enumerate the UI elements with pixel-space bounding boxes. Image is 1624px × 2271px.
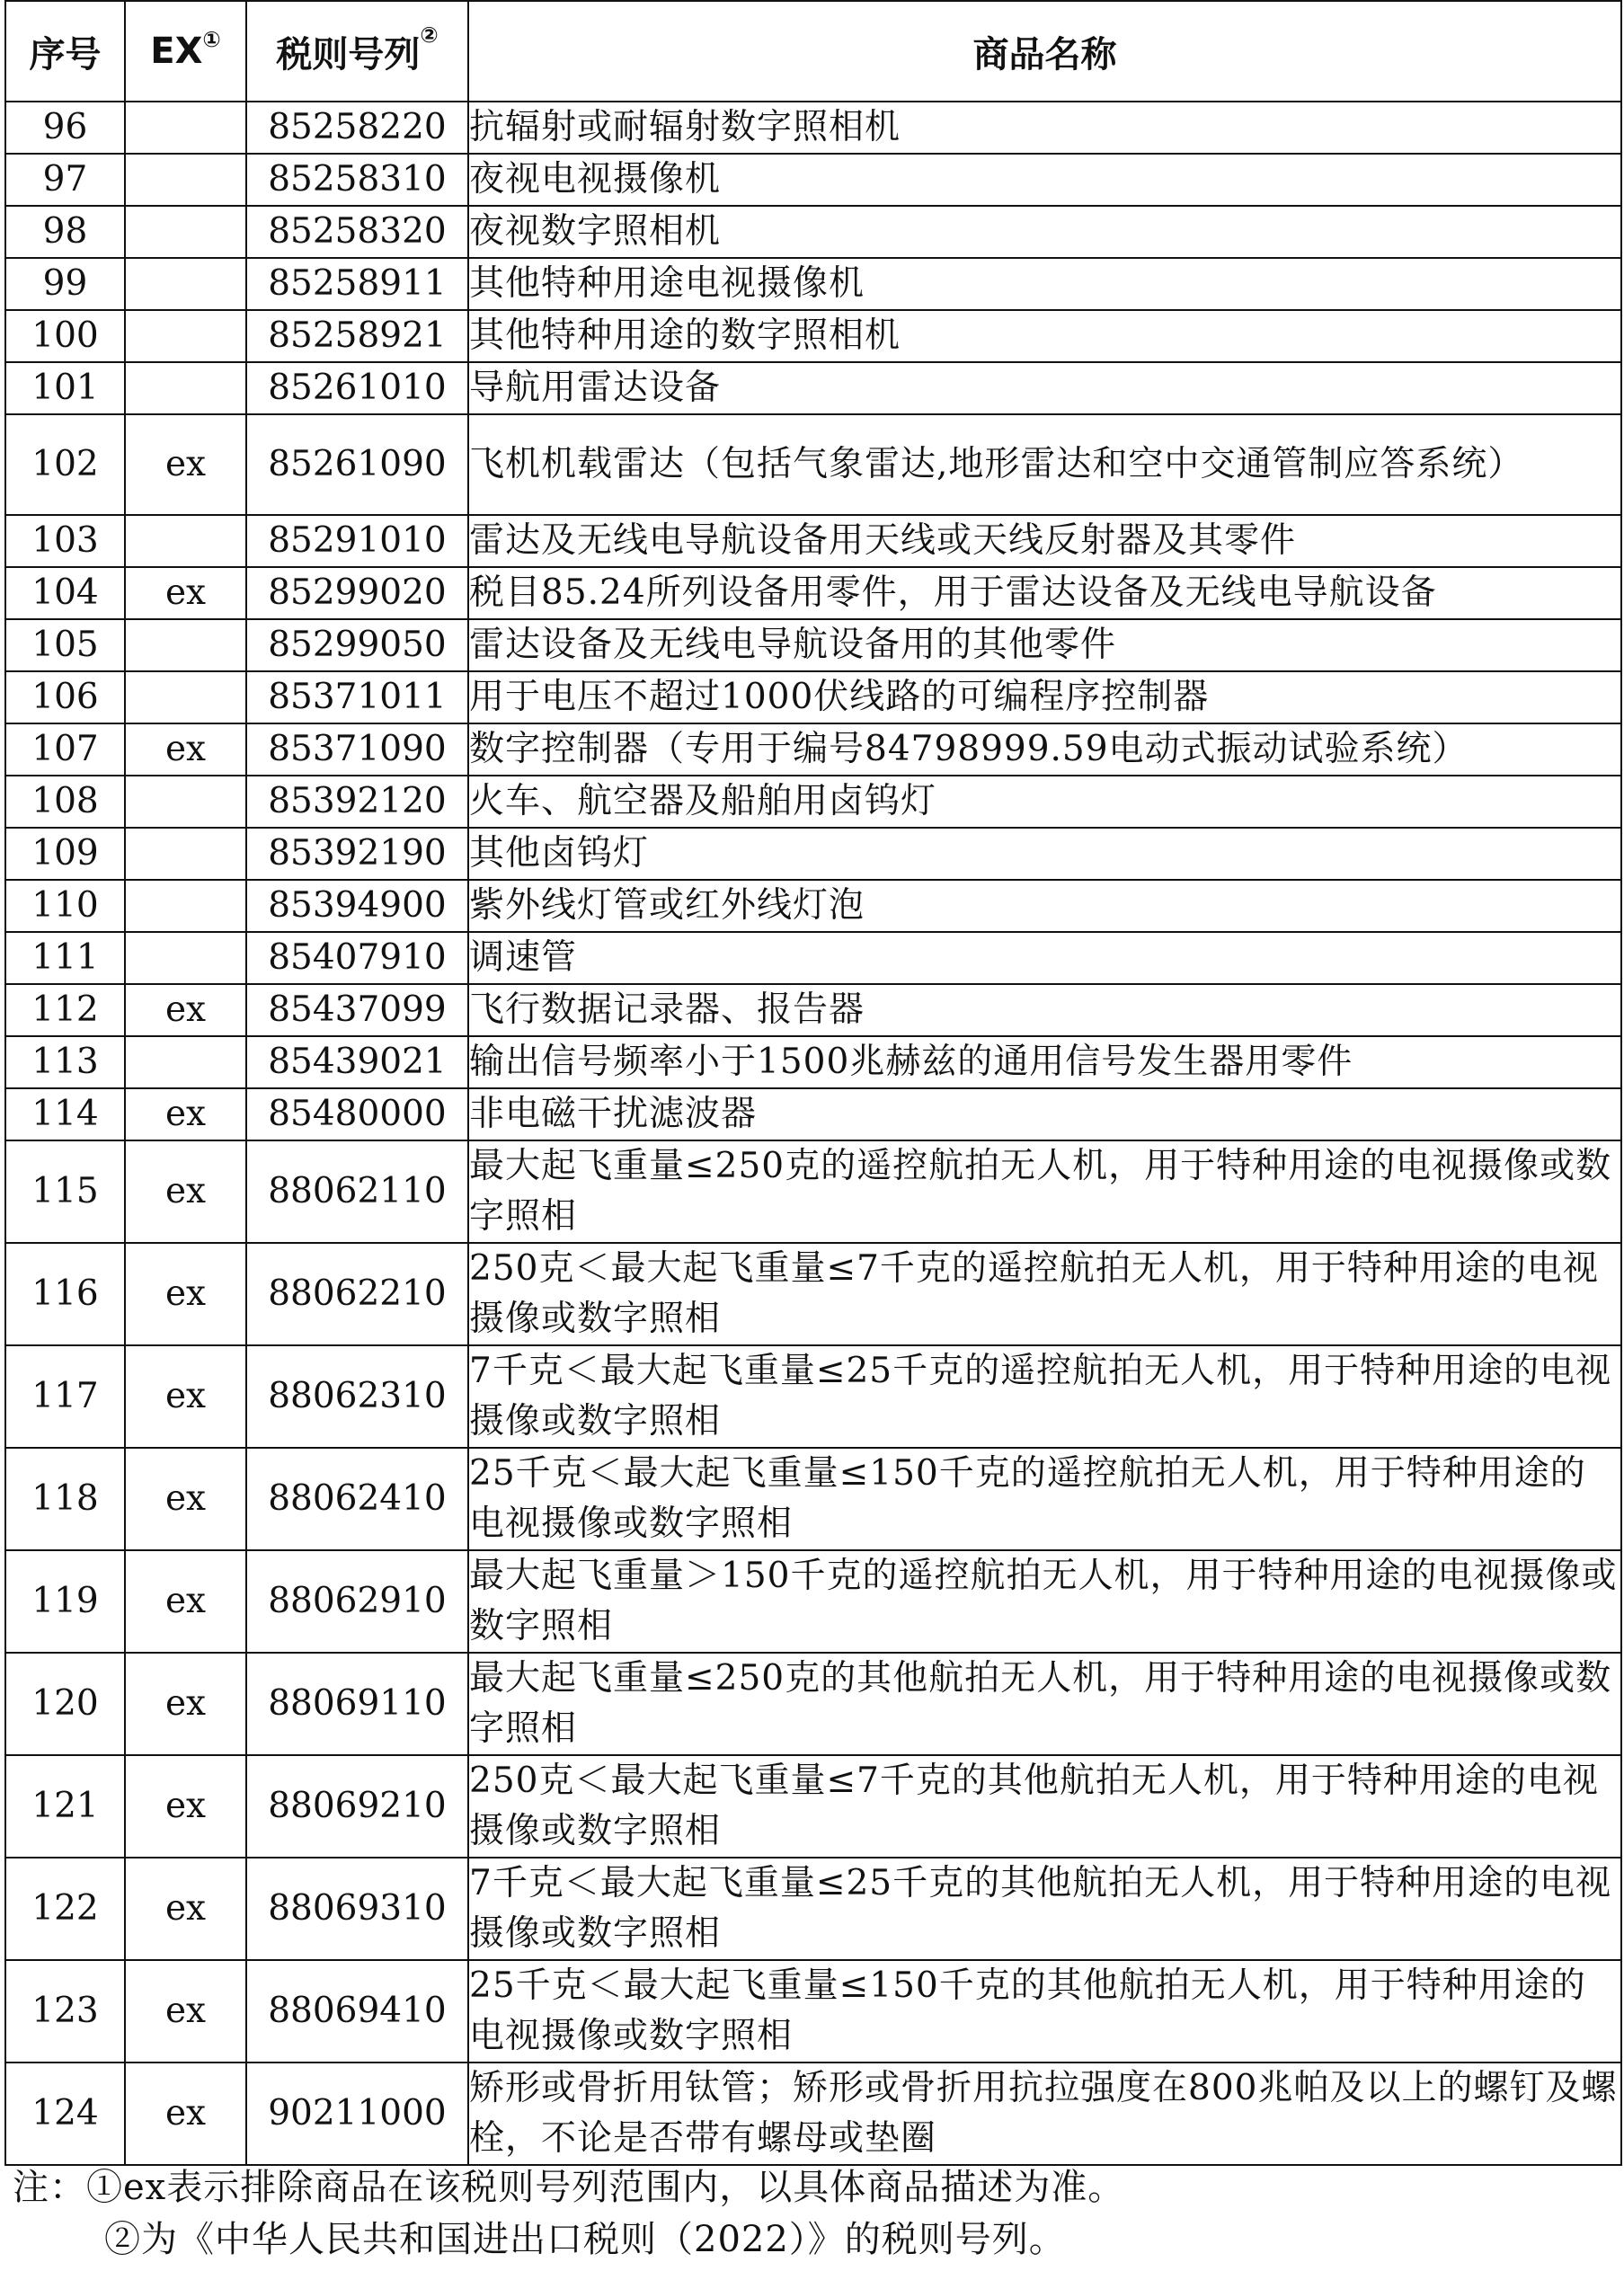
header-seq: 序号	[5, 1, 125, 102]
cell-seq: 124	[5, 2063, 125, 2165]
table-row	[5, 1448, 1621, 1550]
cell-ex: ex	[125, 1960, 246, 2063]
cell-ex: ex	[125, 984, 246, 1036]
cell-seq: 113	[5, 1036, 125, 1088]
cell-ex: ex	[125, 1755, 246, 1858]
footnote-2: ②为《中华人民共和国进出口税则（2022）》的税则号列。	[104, 2219, 1066, 2260]
cell-code: 85299020	[246, 567, 468, 619]
cell-code: 85291010	[246, 515, 468, 567]
table-row	[5, 258, 1621, 310]
cell-seq: 115	[5, 1140, 125, 1243]
tariff-table	[4, 0, 1622, 2166]
cell-name: 导航用雷达设备	[468, 362, 1621, 414]
cell-ex: ex	[125, 1140, 246, 1243]
cell-code: 85407910	[246, 932, 468, 984]
cell-ex: ex	[125, 1243, 246, 1345]
cell-seq: 105	[5, 619, 125, 671]
cell-ex: ex	[125, 1345, 246, 1448]
cell-code: 88069310	[246, 1858, 468, 1960]
cell-code: 88062210	[246, 1243, 468, 1345]
table-row	[5, 2063, 1621, 2165]
cell-code: 88062310	[246, 1345, 468, 1448]
cell-name: 其他特种用途电视摄像机	[468, 258, 1621, 310]
cell-seq: 120	[5, 1653, 125, 1755]
header-ex: EX①	[125, 1, 246, 102]
cell-code: 85258911	[246, 258, 468, 310]
table-row	[5, 828, 1621, 880]
cell-code: 90211000	[246, 2063, 468, 2165]
cell-seq: 108	[5, 776, 125, 828]
cell-ex: ex	[125, 1858, 246, 1960]
cell-code: 88062410	[246, 1448, 468, 1550]
cell-name: 数字控制器（专用于编号84798999.59电动式振动试验系统）	[468, 723, 1621, 776]
table-row	[5, 1960, 1621, 2063]
cell-seq: 122	[5, 1858, 125, 1960]
cell-ex	[125, 776, 246, 828]
cell-ex: ex	[125, 1653, 246, 1755]
cell-ex: ex	[125, 1448, 246, 1550]
cell-ex	[125, 154, 246, 206]
cell-name: 飞行数据记录器、报告器	[468, 984, 1621, 1036]
cell-code: 88062110	[246, 1140, 468, 1243]
cell-code: 85392190	[246, 828, 468, 880]
table-row	[5, 723, 1621, 776]
cell-seq: 119	[5, 1550, 125, 1653]
cell-seq: 110	[5, 880, 125, 932]
cell-seq: 123	[5, 1960, 125, 2063]
cell-name: 250克＜最大起飞重量≤7千克的其他航拍无人机，用于特种用途的电视摄像或数字照相	[468, 1755, 1621, 1858]
cell-ex	[125, 102, 246, 154]
cell-code: 85371090	[246, 723, 468, 776]
cell-name: 其他特种用途的数字照相机	[468, 310, 1621, 362]
cell-code: 85258310	[246, 154, 468, 206]
footnote-1: 注：①ex表示排除商品在该税则号列范围内，以具体商品描述为准。	[13, 2167, 1125, 2208]
cell-name: 250克＜最大起飞重量≤7千克的遥控航拍无人机，用于特种用途的电视摄像或数字照相	[468, 1243, 1621, 1345]
cell-code: 85439021	[246, 1036, 468, 1088]
cell-seq: 98	[5, 206, 125, 258]
cell-name: 最大起飞重量＞150千克的遥控航拍无人机，用于特种用途的电视摄像或数字照相	[468, 1550, 1621, 1653]
cell-ex: ex	[125, 567, 246, 619]
cell-ex	[125, 932, 246, 984]
cell-seq: 118	[5, 1448, 125, 1550]
cell-code: 85371011	[246, 671, 468, 723]
cell-ex	[125, 310, 246, 362]
cell-code: 85258921	[246, 310, 468, 362]
table-row	[5, 984, 1621, 1036]
cell-code: 85480000	[246, 1088, 468, 1140]
cell-name: 抗辐射或耐辐射数字照相机	[468, 102, 1621, 154]
header-code: 税则号列②	[246, 1, 468, 102]
cell-name: 调速管	[468, 932, 1621, 984]
table-row	[5, 1345, 1621, 1448]
cell-code: 85392120	[246, 776, 468, 828]
cell-ex	[125, 828, 246, 880]
cell-seq: 97	[5, 154, 125, 206]
table-row	[5, 1140, 1621, 1243]
cell-code: 85261090	[246, 414, 468, 515]
cell-code: 88069110	[246, 1653, 468, 1755]
table-row	[5, 1088, 1621, 1140]
cell-ex: ex	[125, 2063, 246, 2165]
cell-seq: 116	[5, 1243, 125, 1345]
header-code-footnote-mark: ②	[420, 22, 439, 48]
cell-name: 非电磁干扰滤波器	[468, 1088, 1621, 1140]
cell-name: 矫形或骨折用钛管；矫形或骨折用抗拉强度在800兆帕及以上的螺钉及螺栓，不论是否带有螺母或垫圈	[468, 2063, 1621, 2165]
cell-name: 其他卤钨灯	[468, 828, 1621, 880]
cell-ex: ex	[125, 1088, 246, 1140]
cell-seq: 103	[5, 515, 125, 567]
cell-ex	[125, 258, 246, 310]
cell-name: 雷达及无线电导航设备用天线或天线反射器及其零件	[468, 515, 1621, 567]
cell-name: 7千克＜最大起飞重量≤25千克的其他航拍无人机，用于特种用途的电视摄像或数字照相	[468, 1858, 1621, 1960]
table-row	[5, 154, 1621, 206]
table-row	[5, 102, 1621, 154]
cell-code: 85258220	[246, 102, 468, 154]
cell-code: 88062910	[246, 1550, 468, 1653]
cell-seq: 107	[5, 723, 125, 776]
table-row	[5, 1653, 1621, 1755]
footnotes	[13, 2161, 1124, 2266]
table-row	[5, 776, 1621, 828]
cell-ex: ex	[125, 723, 246, 776]
cell-seq: 100	[5, 310, 125, 362]
cell-name: 夜视数字照相机	[468, 206, 1621, 258]
header-name: 商品名称	[468, 1, 1621, 102]
cell-ex	[125, 671, 246, 723]
cell-code: 88069210	[246, 1755, 468, 1858]
cell-ex	[125, 619, 246, 671]
table-row	[5, 414, 1621, 515]
table-row	[5, 310, 1621, 362]
table-row	[5, 671, 1621, 723]
cell-name: 紫外线灯管或红外线灯泡	[468, 880, 1621, 932]
cell-ex	[125, 880, 246, 932]
cell-name: 最大起飞重量≤250克的其他航拍无人机，用于特种用途的电视摄像或数字照相	[468, 1653, 1621, 1755]
table-row	[5, 1036, 1621, 1088]
cell-seq: 96	[5, 102, 125, 154]
cell-seq: 102	[5, 414, 125, 515]
cell-seq: 114	[5, 1088, 125, 1140]
cell-code: 88069410	[246, 1960, 468, 2063]
cell-name: 税目85.24所列设备用零件，用于雷达设备及无线电导航设备	[468, 567, 1621, 619]
cell-seq: 101	[5, 362, 125, 414]
cell-name: 最大起飞重量≤250克的遥控航拍无人机，用于特种用途的电视摄像或数字照相	[468, 1140, 1621, 1243]
cell-name: 雷达设备及无线电导航设备用的其他零件	[468, 619, 1621, 671]
cell-ex	[125, 515, 246, 567]
cell-name: 飞机机载雷达（包括气象雷达,地形雷达和空中交通管制应答系统）	[468, 414, 1621, 515]
cell-ex	[125, 362, 246, 414]
cell-name: 输出信号频率小于1500兆赫兹的通用信号发生器用零件	[468, 1036, 1621, 1088]
cell-code: 85299050	[246, 619, 468, 671]
table-row	[5, 1858, 1621, 1960]
table-row	[5, 932, 1621, 984]
table-row	[5, 1755, 1621, 1858]
header-ex-footnote-mark: ①	[202, 27, 221, 52]
table-row	[5, 880, 1621, 932]
table-row	[5, 515, 1621, 567]
cell-code: 85394900	[246, 880, 468, 932]
cell-seq: 121	[5, 1755, 125, 1858]
cell-ex: ex	[125, 414, 246, 515]
table-row	[5, 567, 1621, 619]
cell-ex: ex	[125, 1550, 246, 1653]
cell-name: 25千克＜最大起飞重量≤150千克的其他航拍无人机，用于特种用途的电视摄像或数字照相	[468, 1960, 1621, 2063]
cell-name: 火车、航空器及船舶用卤钨灯	[468, 776, 1621, 828]
cell-seq: 106	[5, 671, 125, 723]
cell-seq: 111	[5, 932, 125, 984]
table-row	[5, 362, 1621, 414]
cell-name: 25千克＜最大起飞重量≤150千克的遥控航拍无人机，用于特种用途的电视摄像或数字照相	[468, 1448, 1621, 1550]
table-row	[5, 1550, 1621, 1653]
table-row	[5, 619, 1621, 671]
cell-name: 夜视电视摄像机	[468, 154, 1621, 206]
cell-code: 85261010	[246, 362, 468, 414]
table-header-row	[5, 1, 1621, 102]
table-row	[5, 206, 1621, 258]
cell-ex	[125, 206, 246, 258]
table-row	[5, 1243, 1621, 1345]
cell-seq: 112	[5, 984, 125, 1036]
cell-seq: 104	[5, 567, 125, 619]
cell-seq: 109	[5, 828, 125, 880]
cell-ex	[125, 1036, 246, 1088]
cell-code: 85437099	[246, 984, 468, 1036]
cell-name: 7千克＜最大起飞重量≤25千克的遥控航拍无人机，用于特种用途的电视摄像或数字照相	[468, 1345, 1621, 1448]
cell-code: 85258320	[246, 206, 468, 258]
cell-name: 用于电压不超过1000伏线路的可编程序控制器	[468, 671, 1621, 723]
table-body	[5, 102, 1621, 2165]
cell-seq: 99	[5, 258, 125, 310]
cell-seq: 117	[5, 1345, 125, 1448]
